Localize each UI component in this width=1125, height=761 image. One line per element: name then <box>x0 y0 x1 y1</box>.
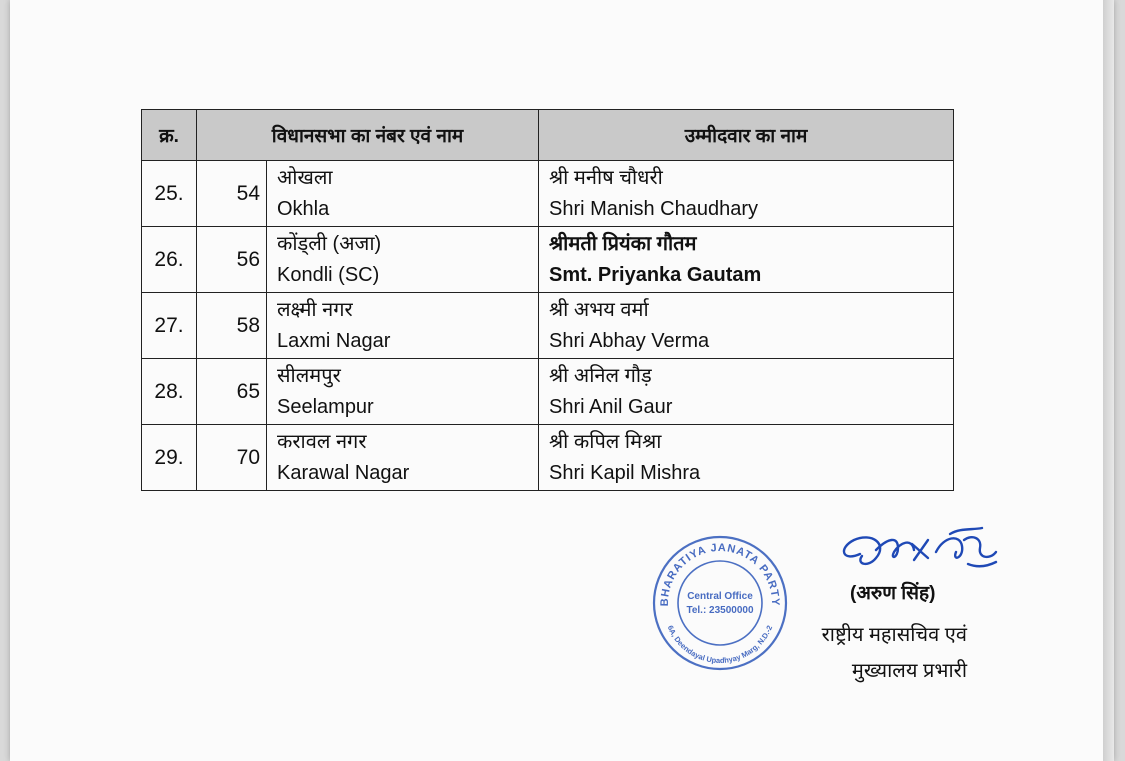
constituency-name <box>267 293 539 359</box>
table-header-row <box>142 110 954 161</box>
serial-cell: 25. <box>142 161 197 227</box>
constituency-name-english: Seelampur <box>277 395 374 418</box>
header-serial: क्र. <box>142 110 197 161</box>
serial-cell: 28. <box>142 359 197 425</box>
constituency-name-hindi: लक्ष्मी नगर <box>277 298 353 321</box>
table-row <box>142 359 954 425</box>
constituency-name <box>267 227 539 293</box>
signatory-designation <box>822 617 967 689</box>
candidate-name <box>539 161 954 227</box>
party-seal-stamp <box>650 533 790 673</box>
page-edge <box>1103 0 1114 761</box>
candidate-name-hindi: श्रीमती प्रियंका गौतम <box>549 232 697 255</box>
table-row <box>142 293 954 359</box>
constituency-name-english: Laxmi Nagar <box>277 329 391 352</box>
table-row <box>142 161 954 227</box>
seal-outer-text: BHARATIYA JANATA PARTY <box>658 541 782 607</box>
constituency-name-hindi: कोंड्ली (अजा) <box>277 232 382 255</box>
seal-lower-text: 6A, Deendayal Upadhyay Marg, N.D.-2 <box>665 624 775 666</box>
header-candidate: उम्मीदवार का नाम <box>539 110 954 161</box>
seal-line-tel: Tel.: 23500000 <box>686 605 754 616</box>
candidate-name <box>539 227 954 293</box>
serial-cell: 29. <box>142 425 197 491</box>
candidate-name-hindi: श्री अनिल गौड़ <box>549 364 652 387</box>
constituency-name <box>267 359 539 425</box>
constituency-number: 56 <box>197 227 267 293</box>
candidate-name <box>539 359 954 425</box>
seal-line-office: Central Office <box>687 591 753 602</box>
candidate-name-hindi: श्री कपिल मिश्रा <box>549 430 662 453</box>
constituency-name-hindi: ओखला <box>277 166 333 189</box>
signatory-name: (अरुण सिंह) <box>850 583 936 604</box>
constituency-number: 54 <box>197 161 267 227</box>
table-row <box>142 425 954 491</box>
table-row <box>142 227 954 293</box>
designation-line-2: मुख्यालय प्रभारी <box>851 660 967 682</box>
candidate-name-english: Smt. Priyanka Gautam <box>549 263 762 286</box>
candidate-name-english: Shri Anil Gaur <box>549 395 673 418</box>
designation-line-1: राष्ट्रीय महासचिव एवं <box>821 624 967 646</box>
constituency-name-english: Okhla <box>277 197 330 220</box>
constituency-name-english: Karawal Nagar <box>277 461 410 484</box>
constituency-name-hindi: करावल नगर <box>277 430 367 453</box>
constituency-number: 58 <box>197 293 267 359</box>
handwritten-signature <box>832 524 1002 584</box>
candidate-table <box>141 109 954 491</box>
constituency-name-english: Kondli (SC) <box>277 263 380 286</box>
constituency-number: 70 <box>197 425 267 491</box>
constituency-name <box>267 425 539 491</box>
constituency-name <box>267 161 539 227</box>
candidate-name-english: Shri Abhay Verma <box>549 329 710 352</box>
constituency-number: 65 <box>197 359 267 425</box>
header-constituency: विधानसभा का नंबर एवं नाम <box>197 110 539 161</box>
candidate-name-hindi: श्री अभय वर्मा <box>549 298 649 321</box>
candidate-name-hindi: श्री मनीष चौधरी <box>549 166 663 189</box>
candidate-name-english: Shri Kapil Mishra <box>549 461 701 484</box>
serial-cell: 26. <box>142 227 197 293</box>
serial-cell: 27. <box>142 293 197 359</box>
candidate-name-english: Shri Manish Chaudhary <box>549 197 759 220</box>
candidate-name <box>539 425 954 491</box>
candidate-name <box>539 293 954 359</box>
constituency-name-hindi: सीलमपुर <box>277 364 341 387</box>
